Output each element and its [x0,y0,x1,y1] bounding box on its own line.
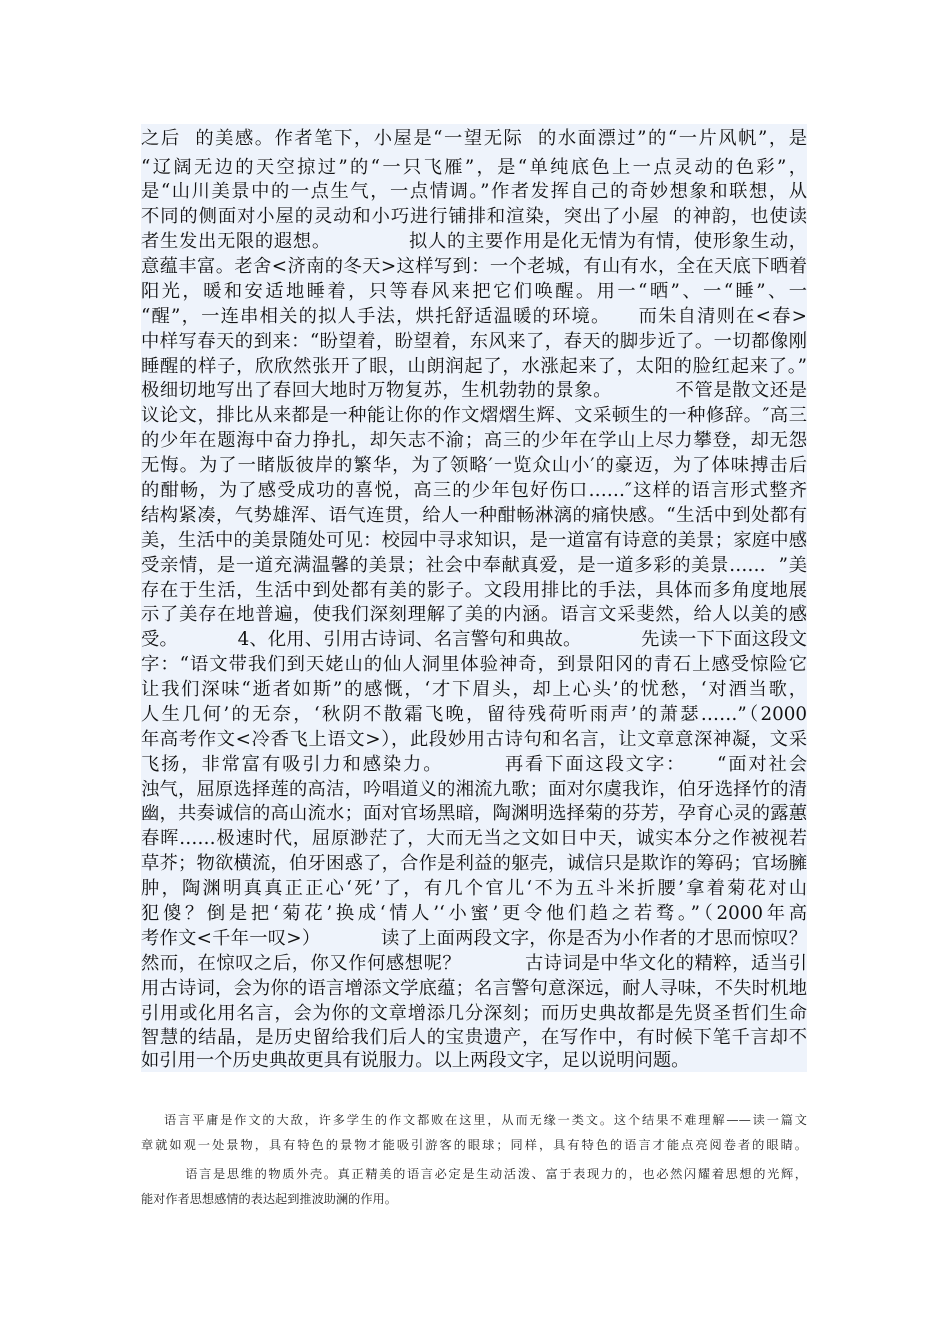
text-line: 用古诗词，会为你的语言增添文学底蕴；名言警句意深远，耐人寻味，不失时机地 [141,978,807,999]
text-line: 幽，共奏诚信的高山流水；面对官场黑暗，陶渊明选择菊的芬芳，孕育心灵的露蕙 [141,803,807,824]
text-line: 受。 4、化用、引用古诗词、名言警句和典故。 先读一下下面这段文 [141,629,807,650]
text-line: 引用或化用名言，会为你的文章增添几分深刻；而历史典故都是先贤圣哲们生命 [141,1003,807,1024]
text-line: 受亲情，是一道充满温馨的美景；社会中奉献真爱，是一道多彩的美景…… ”美 [141,555,807,576]
text-line: 中样写春天的到来：“盼望着，盼望着，东风来了，春天的脚步近了。一切都像刚 [141,331,807,352]
text-line: 考作文<千年一叹>） 读了上面两段文字，你是否为小作者的才思而惊叹？ [141,928,807,949]
footer-line: 语言平庸是作文的大敌，许多学生的作文都败在这里，从而无缘一类文。这个结果不难理解——读一篇文 [141,1113,807,1127]
text-line: 不同的侧面对小屋的灵动和小巧进行铺排和渲染，突出了小屋 的神韵，也使读 [141,206,807,227]
text-line: 是“山川美景中的一点生气，一点情调。”作者发挥自己的奇妙想象和联想，从 [141,181,807,202]
text-line: 智慧的结晶，是历史留给我们后人的宝贵遗产，在写作中，有时候下笔千言却不 [141,1027,807,1048]
text-line: 的少年在题海中奋力挣扎，却矢志不渝；高三的少年在学山上尽力攀登，却无怨 [141,430,807,451]
text-line: 议论文，排比从来都是一种能让你的作文熠熠生辉、文采顿生的一种修辞。″高三 [141,405,807,426]
text-line: 者生发出无限的遐想。 拟人的主要作用是化无情为有情，使形象生动， [141,231,807,252]
text-line: 人生几何’的无奈，‘秋阴不散霜飞晚，留待残荷听雨声’的萧瑟……”（2000 [141,704,807,725]
text-line: 示了美存在地普遍，使我们深刻理解了美的内涵。语言文采斐然，给人以美的感 [141,604,807,625]
text-line: 如引用一个历史典故更具有说服力。以上两段文字，足以说明问题。 [141,1050,690,1071]
text-line: 春晖……极速时代，屈原渺茫了，大而无当之文如日中天，诚实本分之作被视若 [141,828,807,849]
text-line: 阳光，暖和安适地睡着，只等春风来把它们唤醒。用一“晒”、一“睡”、一 [141,281,807,302]
text-line: 犯傻？倒是把‘菊花’换成‘情人’‘小蜜’更令他们趋之若骛。”（2000年高 [141,903,807,924]
text-line: 睡醒的样子，欣欣然张开了眼，山朗润起了，水涨起来了，太阳的脸红起来了。” [141,356,807,377]
text-line: 飞扬，非常富有吸引力和感染力。 再看下面这段文字： “面对社会 [141,754,807,775]
text-line: 极细切地写出了春回大地时万物复苏，生机勃勃的景象。 不管是散文还是 [141,380,807,401]
text-line: 的酣畅，为了感受成功的喜悦，高三的少年包好伤口……″这样的语言形式整齐 [141,480,807,501]
text-line: “辽阔无边的天空掠过”的“一只飞雁”，是“单纯底色上一点灵动的色彩”， [141,157,807,178]
footer-line: 章就如观一处景物，具有特色的景物才能吸引游客的眼球；同样，具有特色的语言才能点亮阅卷者的眼睛。 [141,1138,807,1152]
text-line: 让我们深味“逝者如斯”的感慨，‘才下眉头，却上心头’的忧愁，‘对酒当歌， [141,679,807,700]
footer-line: 能对作者思想感情的表达起到推波助澜的作用。 [141,1192,397,1206]
text-line: 意蕴丰富。老舍<济南的冬天>这样写到：一个老城，有山有水，全在天底下晒着 [141,256,807,277]
text-line: 浊气，屈原选择莲的高洁，吟唱道义的湘流九歌；面对尔虞我诈，伯牙选择竹的清 [141,779,807,800]
text-line: 结构紧凑，气势雄浑、语气连贯，给人一种酣畅淋漓的痛快感。“生活中到处都有 [141,505,807,526]
text-line: 存在于生活，生活中到处都有美的影子。文段用排比的手法，具体而多角度地展 [141,580,807,601]
text-line: 草芥；物欲横流，伯牙困惑了，合作是利益的躯壳，诚信只是欺诈的筹码；官场臃 [141,853,807,874]
text-line: 然而，在惊叹之后，你又作何感想呢？ 古诗词是中华文化的精粹，适当引 [141,953,807,974]
text-line: 字：“语文带我们到天姥山的仙人洞里体验神奇，到景阳冈的青石上感受惊险它 [141,654,807,675]
footer-line: 语言是思维的物质外壳。真正精美的语言必定是生动活泼、富于表现力的，也必然闪耀着思想的光辉， [141,1167,807,1181]
text-line: 美，生活中的美景随处可见：校园中寻求知识，是一道富有诗意的美景；家庭中感 [141,530,807,551]
text-line: “醒”，一连串相关的拟人手法，烘托舒适温暖的环境。 而朱自清则在<春> [141,306,807,327]
text-line: 无悔。为了一睹版彼岸的繁华，为了领略′一览众山小′的豪迈，为了体味搏击后 [141,455,807,476]
text-line: 年高考作文<冷香飞上语文>），此段妙用古诗句和名言，让文章意深神凝，文采 [141,729,807,750]
text-line: 肿，陶渊明真真正正心‘死’了，有几个官儿‘不为五斗米折腰’拿着菊花对山 [141,878,807,899]
text-line: 之后 的美感。作者笔下，小屋是“一望无际 的水面漂过”的“一片风帆”，是 [141,128,807,149]
